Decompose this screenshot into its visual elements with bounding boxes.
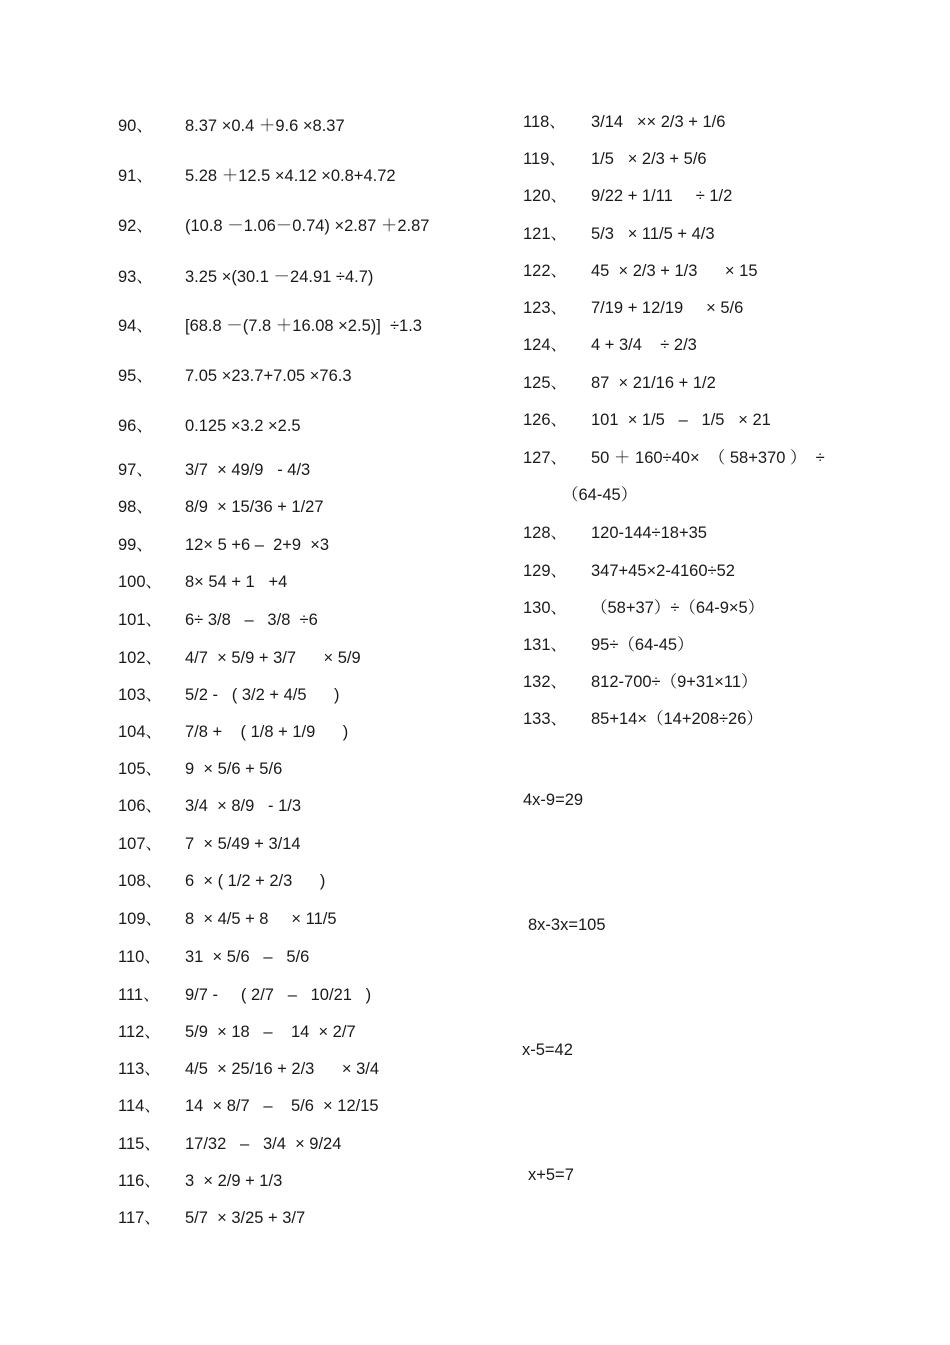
problem-number: 105、 <box>118 760 163 778</box>
problem-expression: 5/9 × 18 – 14 × 2/7 <box>185 1023 356 1041</box>
problem-expression: 7/19 + 12/19 × 5/6 <box>591 299 744 317</box>
problem-expression: 3/7 × 49/9 - 4/3 <box>185 461 311 479</box>
problem-number: 100、 <box>118 573 163 591</box>
problem-number: 94、 <box>118 317 153 335</box>
problem-number: 96、 <box>118 417 153 435</box>
problem-number: 99、 <box>118 536 153 554</box>
problem-expression: 3 × 2/9 + 1/3 <box>185 1172 283 1190</box>
problem-number: 129、 <box>523 562 568 580</box>
problem-number: 121、 <box>523 225 568 243</box>
problem-expression: 5/2 - ( 3/2 + 4/5 ) <box>185 686 340 704</box>
problem-expression: 12× 5 +6 – 2+9 ×3 <box>185 536 330 554</box>
problem-number: 102、 <box>118 649 163 667</box>
problem-number: 124、 <box>523 336 568 354</box>
problem-expression: 1/5 × 2/3 + 5/6 <box>591 150 707 168</box>
problem-expression: 7 × 5/49 + 3/14 <box>185 835 301 853</box>
problem-number: 101、 <box>118 611 163 629</box>
problem-number: 132、 <box>523 673 568 691</box>
problem-number: 112、 <box>118 1023 161 1041</box>
problem-number: 127、 <box>523 449 568 467</box>
problem-127-continuation: （64-45） <box>562 486 638 504</box>
problem-number: 103、 <box>118 686 163 704</box>
problem-expression: [68.8 －(7.8 ＋16.08 ×2.5)] ÷1.3 <box>185 317 422 335</box>
problem-expression: 4/7 × 5/9 + 3/7 × 5/9 <box>185 649 361 667</box>
problem-expression: 8 × 4/5 + 8 × 11/5 <box>185 910 337 928</box>
problem-number: 113、 <box>118 1060 161 1078</box>
problem-number: 104、 <box>118 723 163 741</box>
problem-number: 133、 <box>523 710 568 728</box>
problem-number: 116、 <box>118 1172 161 1190</box>
problem-expression: 87 × 21/16 + 1/2 <box>591 374 716 392</box>
problem-number: 130、 <box>523 599 568 617</box>
problem-number: 125、 <box>523 374 568 392</box>
problem-expression: 5/7 × 3/25 + 3/7 <box>185 1209 306 1227</box>
equation: x-5=42 <box>522 1041 573 1059</box>
problem-number: 98、 <box>118 498 153 516</box>
problem-expression: 85+14×（14+208÷26） <box>591 710 763 728</box>
problem-number: 93、 <box>118 268 153 286</box>
problem-expression: 7.05 ×23.7+7.05 ×76.3 <box>185 367 352 385</box>
problem-number: 91、 <box>118 167 153 185</box>
equation: 4x-9=29 <box>523 791 584 809</box>
equation: x+5=7 <box>528 1166 574 1184</box>
problem-expression: 0.125 ×3.2 ×2.5 <box>185 417 301 435</box>
problem-number: 115、 <box>118 1135 161 1153</box>
problem-expression: 4 + 3/4 ÷ 2/3 <box>591 336 697 354</box>
problem-expression: 8× 54 + 1 +4 <box>185 573 288 591</box>
equation: 8x-3x=105 <box>528 916 606 934</box>
problem-expression: (10.8 －1.06－0.74) ×2.87 ＋2.87 <box>185 217 430 235</box>
problem-expression: 4/5 × 25/16 + 2/3 × 3/4 <box>185 1060 380 1078</box>
problem-number: 92、 <box>118 217 153 235</box>
problem-number: 106、 <box>118 797 163 815</box>
problem-number: 123、 <box>523 299 568 317</box>
problem-expression: 120-144÷18+35 <box>591 524 707 542</box>
problem-number: 122、 <box>523 262 568 280</box>
problem-number: 110、 <box>118 948 161 966</box>
problem-number: 119、 <box>523 150 566 168</box>
problem-number: 107、 <box>118 835 163 853</box>
problem-expression: 9/22 + 1/11 ÷ 1/2 <box>591 187 733 205</box>
problem-number: 108、 <box>118 872 163 890</box>
problem-expression: 9/7 - ( 2/7 – 10/21 ) <box>185 986 372 1004</box>
problem-expression: 8/9 × 15/36 + 1/27 <box>185 498 324 516</box>
problem-number: 128、 <box>523 524 568 542</box>
problem-expression: 50 ＋ 160÷40× （ 58+370 ） ÷ <box>591 449 825 467</box>
problem-expression: 5.28 ＋12.5 ×4.12 ×0.8+4.72 <box>185 167 396 185</box>
problem-number: 117、 <box>118 1209 161 1227</box>
problem-expression: 347+45×2-4160÷52 <box>591 562 735 580</box>
problem-expression: 5/3 × 11/5 + 4/3 <box>591 225 715 243</box>
problem-expression: 9 × 5/6 + 5/6 <box>185 760 283 778</box>
problem-number: 114、 <box>118 1097 161 1115</box>
problem-expression: 8.37 ×0.4 ＋9.6 ×8.37 <box>185 117 345 135</box>
problem-number: 131、 <box>523 636 568 654</box>
problem-expression: 812-700÷（9+31×11） <box>591 673 758 691</box>
problem-expression: 3/4 × 8/9 - 1/3 <box>185 797 302 815</box>
problem-number: 90、 <box>118 117 153 135</box>
problem-expression: 17/32 – 3/4 × 9/24 <box>185 1135 342 1153</box>
problem-number: 126、 <box>523 411 568 429</box>
problem-number: 109、 <box>118 910 163 928</box>
problem-expression: （58+37）÷（64-9×5） <box>591 599 765 617</box>
problem-expression: 7/8 + ( 1/8 + 1/9 ) <box>185 723 349 741</box>
problem-number: 120、 <box>523 187 568 205</box>
problem-expression: 31 × 5/6 – 5/6 <box>185 948 310 966</box>
problem-number: 111、 <box>118 986 160 1004</box>
problem-number: 118、 <box>523 113 566 131</box>
problem-expression: 3.25 ×(30.1 －24.91 ÷4.7) <box>185 268 374 286</box>
problem-number: 95、 <box>118 367 153 385</box>
problem-number: 97、 <box>118 461 153 479</box>
problem-expression: 101 × 1/5 – 1/5 × 21 <box>591 411 771 429</box>
problem-expression: 6 × ( 1/2 + 2/3 ) <box>185 872 326 890</box>
problem-expression: 95÷（64-45） <box>591 636 694 654</box>
problem-expression: 6÷ 3/8 – 3/8 ÷6 <box>185 611 318 629</box>
problem-expression: 3/14 ×× 2/3 + 1/6 <box>591 113 726 131</box>
problem-expression: 14 × 8/7 – 5/6 × 12/15 <box>185 1097 379 1115</box>
problem-expression: 45 × 2/3 + 1/3 × 15 <box>591 262 758 280</box>
